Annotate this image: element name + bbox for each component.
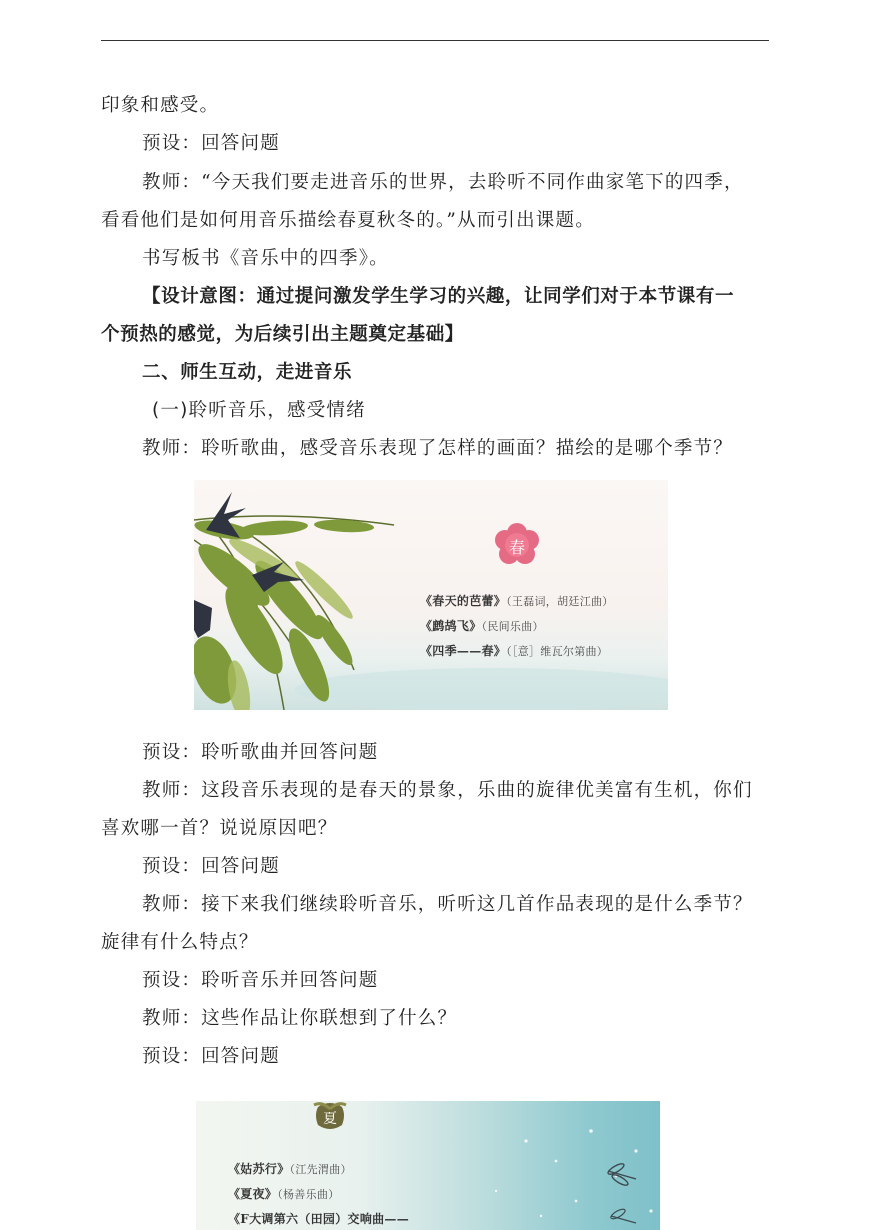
paragraph: 教师：接下来我们继续聆听音乐，听听这几首作品表现的是什么季节？	[142, 894, 753, 915]
song-title: 《姑苏行》	[228, 1162, 290, 1176]
paragraph: 教师：这些作品让你联想到了什么？	[142, 1008, 458, 1029]
paragraph: 预设：回答问题	[142, 1046, 280, 1067]
summer-song-3	[228, 1210, 409, 1227]
paragraph: 教师：聆听歌曲，感受音乐表现了怎样的画面？描绘的是哪个季节？	[142, 438, 734, 459]
spring-song-2	[420, 617, 544, 634]
paragraph: 印象和感受。	[101, 95, 220, 116]
spring-song-1	[420, 592, 614, 609]
paragraph: 旋律有什么特点？	[101, 932, 259, 953]
song-credit: （王磊词，胡廷江曲）	[506, 595, 614, 608]
dragonfly-icon	[607, 1162, 636, 1187]
paragraph: 看看他们是如何用音乐描绘春夏秋冬的。”从而引出课题。	[101, 210, 595, 231]
spring-song-3	[420, 642, 608, 659]
section-heading: 二、师生互动，走进音乐	[142, 362, 353, 383]
summer-song-1	[228, 1160, 352, 1177]
spring-illustration	[194, 480, 668, 710]
header-rule	[101, 40, 769, 41]
song-title: 《春天的芭蕾》	[420, 594, 507, 608]
song-credit: （江先渭曲）	[289, 1163, 352, 1176]
song-title: 《鹧鸪飞》	[420, 619, 482, 633]
song-title: 《四季——春》	[420, 644, 507, 658]
paragraph: 预设：聆听歌曲并回答问题	[142, 742, 379, 763]
design-intent: 【设计意图：通过提问激发学生学习的兴趣，让同学们对于本节课有一	[142, 286, 735, 307]
song-title: 《夏夜》	[228, 1187, 278, 1201]
summer-illustration	[196, 1101, 660, 1230]
paragraph: 预设：回答问题	[142, 856, 280, 877]
subsection-heading: (一)聆听音乐，感受情绪	[152, 400, 366, 421]
song-title: 《F大调第六（田园）交响曲——	[228, 1212, 410, 1226]
summer-song-2	[228, 1185, 340, 1202]
paragraph: 书写板书《音乐中的四季》。	[142, 248, 389, 269]
paragraph: 喜欢哪一首？说说原因吧？	[101, 818, 338, 839]
paragraph: 预设：回答问题	[142, 133, 280, 154]
paragraph: 教师：“今天我们要走进音乐的世界，去聆听不同作曲家笔下的四季，	[142, 172, 744, 193]
paragraph: 教师：这段音乐表现的是春天的景象，乐曲的旋律优美富有生机，你们	[142, 780, 753, 801]
spring-badge-label: 春	[508, 537, 525, 557]
song-credit: （［意］维瓦尔第曲）	[506, 645, 609, 658]
design-intent: 个预热的感觉，为后续引出主题奠定基础】	[101, 324, 464, 345]
paragraph: 预设：聆听音乐并回答问题	[142, 970, 379, 991]
song-credit: （杨善乐曲）	[277, 1188, 340, 1201]
song-credit: （民间乐曲）	[481, 620, 544, 633]
summer-badge-label: 夏	[323, 1111, 337, 1127]
